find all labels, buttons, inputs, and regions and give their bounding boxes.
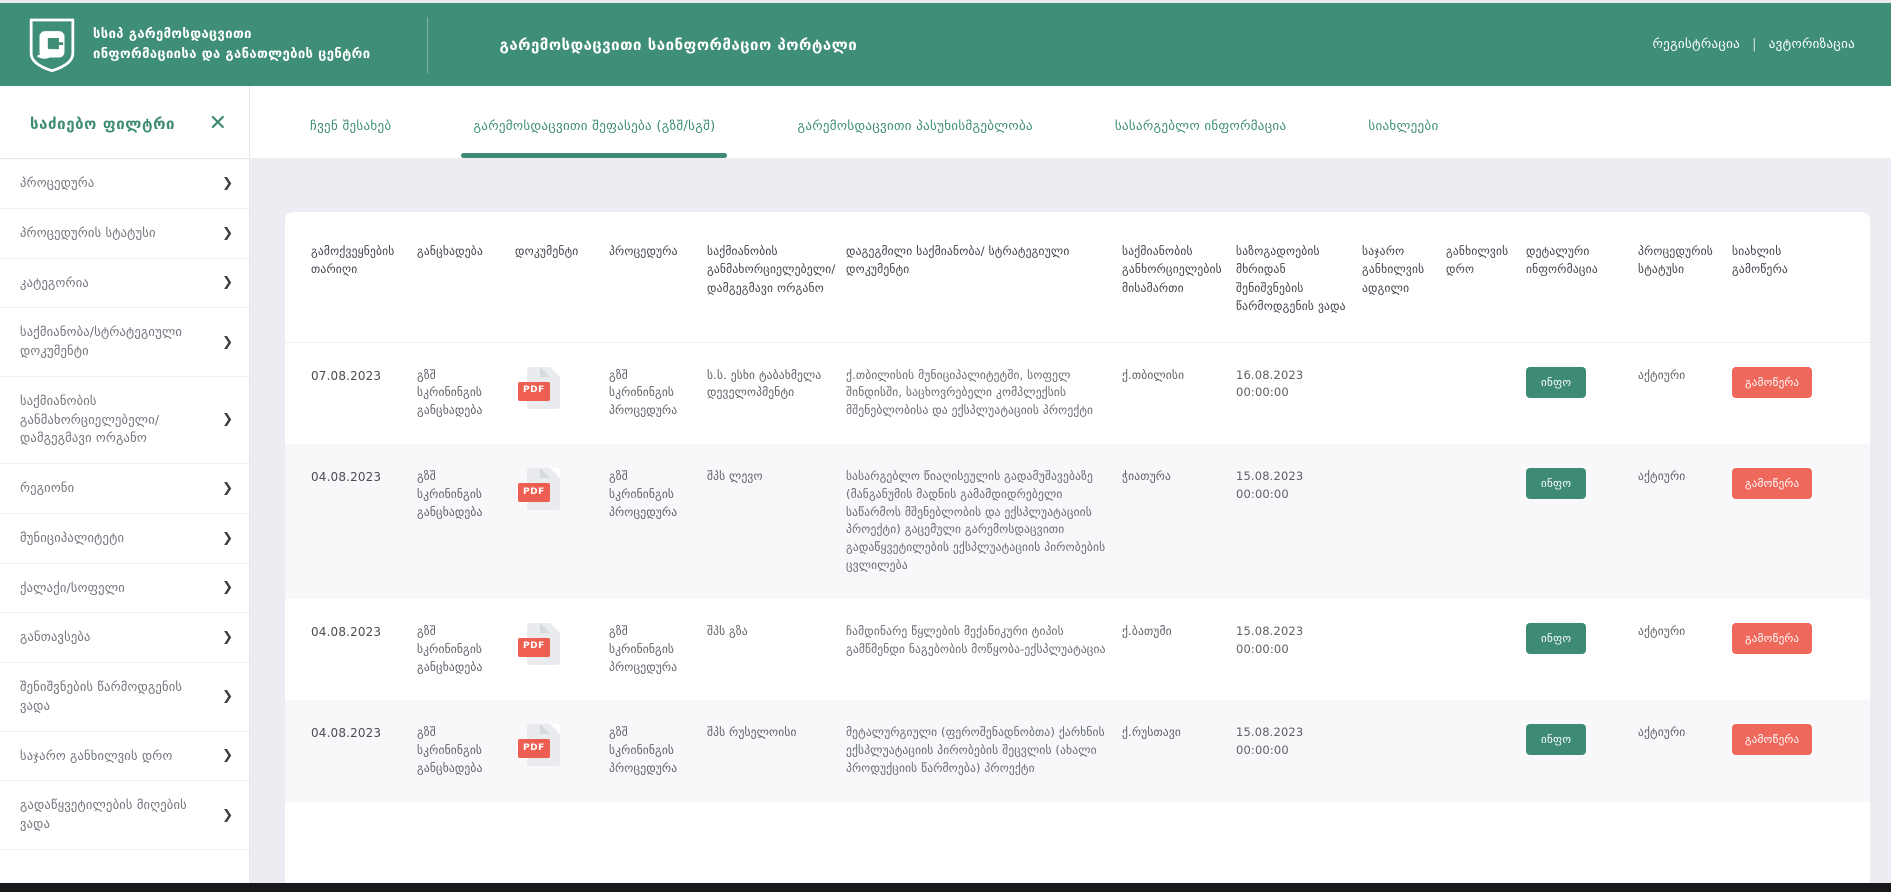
logo-block[interactable] xyxy=(27,17,371,73)
sidebar-item-placement[interactable] xyxy=(0,613,249,663)
sidebar-header xyxy=(0,86,249,159)
info-button[interactable]: ინფო xyxy=(1526,468,1586,499)
procedure-status: აქტიური xyxy=(1638,367,1686,382)
procedures-table-card xyxy=(285,212,1870,892)
subscribe-cell xyxy=(1732,468,1824,575)
application-type: გზშ სკრინინგის განცხადება xyxy=(417,469,483,519)
planned-activity: ჩამდინარე წყლების მექანიკური ტიპის გამწმენდი ნაგებობის მოწყობა-ექსპლუატაცია xyxy=(846,623,1106,656)
hearing-time xyxy=(1446,724,1512,777)
sidebar-item-comments-deadline[interactable] xyxy=(0,663,249,732)
org-name xyxy=(93,25,371,64)
planned-activity: მეტალურგიული (ფეროშენადნობთა) ქარხნის ექსპლუატაციის პირობების შეცვლის (ახალი პროდუქციის წარმოება) პროექტი xyxy=(846,725,1105,775)
sidebar-item-category[interactable] xyxy=(0,259,249,309)
subscribe-cell xyxy=(1732,623,1824,676)
chevron-right-icon: ❯ xyxy=(222,412,233,428)
chevron-right-icon: ❯ xyxy=(222,530,233,546)
publish-date: 04.08.2023 xyxy=(311,624,382,639)
sidebar-item-procedure[interactable] xyxy=(0,159,249,209)
sidebar-item-city-village[interactable] xyxy=(0,564,249,614)
col-hearing-time: განხილვის დრო xyxy=(1446,244,1509,277)
subscribe-cell xyxy=(1732,367,1824,420)
sidebar-item-label: განთავსება xyxy=(20,629,91,645)
table-header-row xyxy=(285,212,1870,343)
details-cell xyxy=(1526,724,1624,777)
procedure-status: აქტიური xyxy=(1638,725,1686,740)
sidebar-item-label: პროცედურა xyxy=(20,175,95,190)
deadline-time: 00:00:00 xyxy=(1236,641,1289,656)
org-logo-shield-icon xyxy=(27,17,77,73)
sidebar-item-label: საქმიანობის განმახორციელებელი/დამგეგმავი ორგანო xyxy=(20,392,160,446)
sidebar-item-decision-deadline[interactable] xyxy=(0,781,249,850)
hearing-time xyxy=(1446,468,1512,575)
tab-useful-information[interactable]: სასარგებლო ინფორმაცია xyxy=(1114,119,1287,134)
col-hearing-place: საჯარო განხილვის ადგილი xyxy=(1362,244,1425,295)
sidebar-item-implementing-body[interactable] xyxy=(0,377,249,464)
chevron-right-icon: ❯ xyxy=(222,807,233,823)
pdf-document-icon[interactable] xyxy=(523,623,560,665)
procedure-status: აქტიური xyxy=(1638,469,1686,483)
organization: შპს რუსელოისი xyxy=(707,725,797,740)
sidebar-item-label: კატეგორია xyxy=(20,274,89,290)
col-details: დეტალური ინფორმაცია xyxy=(1526,244,1598,277)
pdf-badge: PDF xyxy=(518,382,550,401)
col-organization: საქმიანობის განმახორციელებელი/ დამგეგმავი ორგანო xyxy=(707,244,836,295)
bottom-dark-strip xyxy=(0,883,1891,892)
chevron-right-icon: ❯ xyxy=(222,480,233,496)
planned-activity: ქ.თბილისის მუნიციპალიტეტში, სოფელ შინდისში, საცხოვრებელი კომპლექსის მშენებლობისა და ექსპლუატაციის პროექტი xyxy=(846,367,1094,418)
deadline-date: 15.08.2023 xyxy=(1236,469,1304,483)
organization: შპს გზა xyxy=(707,623,748,638)
hearing-time xyxy=(1446,623,1512,676)
deadline-date: 16.08.2023 xyxy=(1236,367,1304,382)
table-row xyxy=(285,343,1870,444)
sidebar-item-label: საქმიანობა/სტრატეგიული დოკუმენტი xyxy=(20,324,182,358)
auth-links xyxy=(1653,37,1855,52)
sidebar-item-label: საჯარო განხილვის დრო xyxy=(20,747,173,763)
document-cell xyxy=(515,468,595,575)
comments-deadline xyxy=(1236,468,1348,575)
sidebar-item-label: გადაწყვეტილების მიღების ვადა xyxy=(20,797,187,831)
deadline-date: 15.08.2023 xyxy=(1236,623,1304,638)
publish-date: 04.08.2023 xyxy=(311,726,382,741)
document-cell xyxy=(515,367,595,420)
organization: შპს ლევო xyxy=(707,469,763,483)
publish-date: 04.08.2023 xyxy=(311,470,382,484)
deadline-time: 00:00:00 xyxy=(1236,743,1289,758)
col-address: საქმიანობის განხორციელების მისამართი xyxy=(1122,244,1222,295)
pdf-badge: PDF xyxy=(518,483,550,502)
table-row xyxy=(285,700,1870,801)
chevron-right-icon: ❯ xyxy=(222,748,233,764)
sidebar-item-activity-document[interactable] xyxy=(0,308,249,377)
subscribe-button[interactable]: გამოწერა xyxy=(1732,724,1812,755)
comments-deadline xyxy=(1236,623,1348,676)
table-row xyxy=(285,444,1870,599)
tab-about[interactable]: ჩვენ შესახებ xyxy=(310,119,392,134)
deadline-date: 15.08.2023 xyxy=(1236,725,1304,740)
chevron-right-icon: ❯ xyxy=(222,334,233,350)
header-divider xyxy=(427,17,428,73)
hearing-place xyxy=(1362,724,1432,777)
deadline-time: 00:00:00 xyxy=(1236,486,1289,501)
sidebar-item-region[interactable] xyxy=(0,464,249,514)
col-application: განცხადება xyxy=(417,244,483,258)
main-area xyxy=(250,86,1891,892)
col-publish-date: გამოქვეყნების თარიღი xyxy=(311,244,395,277)
sidebar-item-municipality[interactable] xyxy=(0,514,249,564)
procedure-status: აქტიური xyxy=(1638,623,1686,638)
org-name-line2: ინფორმაციისა და განათლების ცენტრი xyxy=(93,46,371,62)
chevron-right-icon: ❯ xyxy=(222,275,233,291)
chevron-right-icon: ❯ xyxy=(222,689,233,705)
chevron-right-icon: ❯ xyxy=(222,175,233,191)
sidebar-item-label: მუნიციპალიტეტი xyxy=(20,529,125,545)
pdf-document-icon[interactable] xyxy=(523,468,560,510)
details-cell xyxy=(1526,468,1624,575)
chevron-right-icon: ❯ xyxy=(222,630,233,646)
application-type: გზშ სკრინინგის განცხადება xyxy=(417,725,483,775)
hearing-place xyxy=(1362,468,1432,575)
hearing-time xyxy=(1446,367,1512,420)
tab-environmental-assessment[interactable]: გარემოსდაცვითი შეფასება (გზშ/სგშ) xyxy=(473,119,716,134)
planned-activity: სასარგებლო წიაღისეულის გადამუშავებაზე (მანგანუმის მადნის გამამდიდრებელი საწარმოს მშენებლობის და ექსპლუატაციის პროექტი) გაცემული გარემოსდაცვითი გადაწყვეტილების ექსპლუატაციის პირობების ცვლილება xyxy=(846,469,1106,573)
subscribe-button[interactable]: გამოწერა xyxy=(1732,367,1812,398)
procedure-type: გზშ სკრინინგის პროცედურა xyxy=(609,725,678,775)
organization: ს.ს. ესხი ტაბახმელა დეველოპმენტი xyxy=(707,367,822,400)
activity-address: ქ.რუსთავი xyxy=(1122,725,1181,740)
pdf-document-icon[interactable] xyxy=(523,367,560,409)
login-link[interactable]: ავტორიზაცია xyxy=(1768,37,1855,52)
comments-deadline xyxy=(1236,724,1348,777)
register-link[interactable]: რეგისტრაცია xyxy=(1652,37,1741,52)
pdf-badge: PDF xyxy=(518,739,550,758)
sidebar-item-label: ქალაქი/სოფელი xyxy=(20,579,125,595)
document-cell xyxy=(515,724,595,777)
sidebar-item-label: პროცედურის სტატუსი xyxy=(20,224,156,240)
main-tabs xyxy=(250,86,1891,158)
col-status: პროცედურის სტატუსი xyxy=(1638,244,1713,277)
comments-deadline xyxy=(1236,367,1348,420)
content-area xyxy=(250,158,1891,892)
pdf-document-icon[interactable] xyxy=(523,724,560,766)
col-comments-deadline: საზოგადოების მხრიდან შენიშვნების წარმოდგენის ვადა xyxy=(1236,244,1346,314)
sidebar-item-label: შენიშვნების წარმოდგენის ვადა xyxy=(20,679,183,713)
info-button[interactable]: ინფო xyxy=(1526,623,1586,654)
subscribe-cell xyxy=(1732,724,1824,777)
org-name-line1: სსიპ გარემოსდაცვითი xyxy=(93,27,252,42)
procedure-type: გზშ სკრინინგის პროცედურა xyxy=(609,367,678,418)
application-type: გზშ სკრინინგის განცხადება xyxy=(417,367,483,418)
tab-news[interactable]: სიახლეები xyxy=(1368,119,1439,134)
links-separator: | xyxy=(1752,37,1757,52)
chevron-right-icon: ❯ xyxy=(222,225,233,241)
sidebar-item-procedure-status[interactable] xyxy=(0,209,249,259)
sidebar-item-public-hearing-time[interactable] xyxy=(0,732,249,782)
app-header xyxy=(0,3,1891,86)
filter-list xyxy=(0,159,249,850)
tab-environmental-liability[interactable]: გარემოსდაცვითი პასუხისმგებლობა xyxy=(797,119,1033,134)
info-button[interactable]: ინფო xyxy=(1526,367,1586,398)
pdf-badge: PDF xyxy=(518,638,550,657)
details-cell xyxy=(1526,623,1624,676)
document-cell xyxy=(515,623,595,676)
activity-address: ჭიათურა xyxy=(1122,469,1172,483)
hearing-place xyxy=(1362,367,1432,420)
close-icon[interactable]: ✕ xyxy=(208,111,227,136)
procedure-type: გზშ სკრინინგის პროცედურა xyxy=(609,623,678,674)
search-filter-sidebar xyxy=(0,86,250,892)
hearing-place xyxy=(1362,623,1432,676)
application-type: გზშ სკრინინგის განცხადება xyxy=(417,623,483,674)
details-cell xyxy=(1526,367,1624,420)
table-row xyxy=(285,599,1870,700)
activity-address: ქ.თბილისი xyxy=(1122,367,1185,382)
info-button[interactable]: ინფო xyxy=(1526,724,1586,755)
activity-address: ქ.ბათუმი xyxy=(1122,623,1172,638)
subscribe-button[interactable]: გამოწერა xyxy=(1732,468,1812,499)
col-procedure: პროცედურა xyxy=(609,244,678,258)
chevron-right-icon: ❯ xyxy=(222,580,233,596)
subscribe-button[interactable]: გამოწერა xyxy=(1732,623,1812,654)
col-subscribe: სიახლის გამოწერა xyxy=(1732,244,1788,277)
portal-title: გარემოსდაცვითი საინფორმაციო პორტალი xyxy=(499,35,858,54)
sidebar-item-label: რეგიონი xyxy=(20,480,75,495)
deadline-time: 00:00:00 xyxy=(1236,385,1289,400)
procedure-type: გზშ სკრინინგის პროცედურა xyxy=(609,469,678,519)
sidebar-title: საძიებო ფილტრი xyxy=(30,115,176,133)
col-document: დოკუმენტი xyxy=(515,244,579,258)
publish-date: 07.08.2023 xyxy=(311,368,382,383)
col-planned-activity: დაგეგმილი საქმიანობა/ სტრატეგიული დოკუმენტი xyxy=(846,244,1070,277)
